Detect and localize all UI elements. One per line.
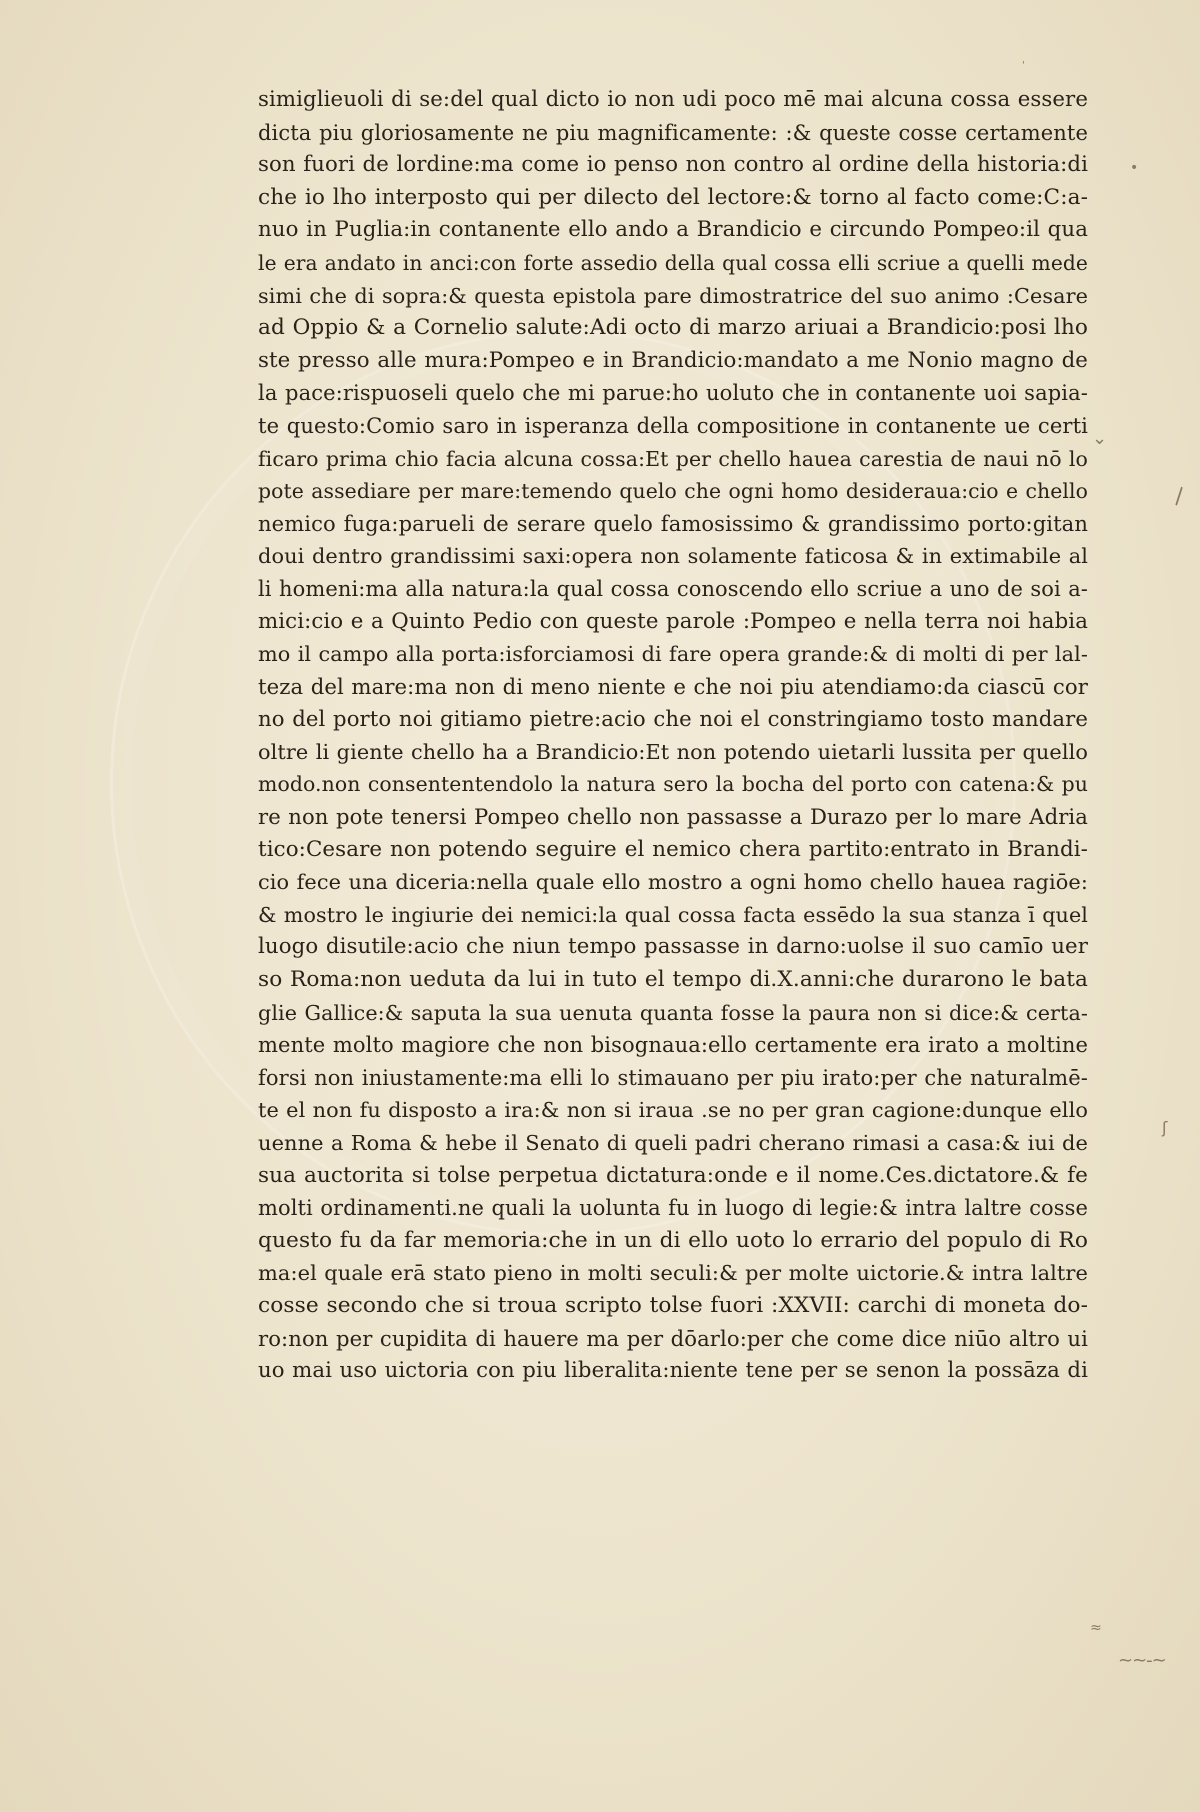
text-line: mente molto magiore che non bisognaua:ello certamente era irato a moltine [258,1032,1088,1058]
margin-speck: ~~-~ [1118,1650,1166,1671]
body-text [258,84,1088,1388]
margin-speck: • [1130,160,1139,176]
text-line: so Roma:non ueduta da lui in tuto el tempo di.X.anni:che durarono le bata [258,967,1088,993]
text-line: cio fece una diceria:nella quale ello mostro a ogni homo chello hauea ragiōe: [258,870,1088,895]
text-line: forsi non iniustamente:ma elli lo stimauano per piu irato:per che naturalmē- [258,1064,1088,1090]
text-line: questo fu da far memoria:che in un di ello uoto lo errario del populo di Ro [258,1227,1088,1253]
text-line: luogo disutile:acio che niun tempo passasse in darno:uolse il suo camīo uer [258,934,1088,960]
text-line: ad Oppio & a Cornelio salute:Adi octo di marzo ariuai a Brandicio:posi lho [258,315,1088,341]
text-line: sua auctorita si tolse perpetua dictatura:onde e il nome.Ces.dictatore.& fe [258,1162,1088,1188]
text-line: glie Gallice:& saputa la sua uenuta quanta fosse la paura non si dice:& certa- [258,1000,1088,1025]
text-line: le era andato in anci:con forte assedio della qual cossa elli scriue a quelli mede [258,250,1088,275]
text-line: modo.non consententendolo la natura sero la bocha del porto con catena:& pu [258,772,1088,797]
text-line: no del porto noi gitiamo pietre:acio che noi el constringiamo tosto mandare [258,706,1088,732]
text-line: re non pote tenersi Pompeo chello non passasse a Durazo per lo mare Adria [258,804,1088,830]
text-line: li homeni:ma alla natura:la qual cossa conoscendo ello scriue a uno de soi a- [258,576,1088,601]
text-line: oltre li giente chello ha a Brandicio:Et non potendo uietarli lussita per quello [258,739,1088,764]
text-line: teza del mare:ma non di meno niente e che noi piu atendiamo:da ciascū cor [258,673,1088,699]
text-line: ro:non per cupidita di hauere ma per dōarlo:per che come dice niūo altro ui [258,1325,1088,1351]
text-line: & mostro le ingiurie dei nemici:la qual cossa facta essēdo la sua stanza ī quel [258,902,1088,927]
margin-speck: ' [1022,60,1025,71]
text-line: dicta piu gloriosamente ne piu magnificamente: :& queste cosse certamente [258,120,1088,145]
text-line: mo il campo alla porta:isforciamosi di fare opera grande:& di molti di per lal- [258,642,1088,667]
text-line: cosse secondo che si troua scripto tolse fuori :XXVII: carchi di moneta do- [258,1292,1088,1318]
text-line: la pace:rispuoseli quelo che mi parue:ho uoluto che in contanente uoi sapia- [258,380,1088,406]
text-line: uenne a Roma & hebe il Senato di queli padri cherano rimasi a casa:& iui de [258,1131,1088,1155]
text-line: uo mai uso uictoria con piu liberalita:niente tene per se senon la possāza di [258,1358,1088,1384]
text-line: ma:el quale erā stato pieno in molti seculi:& per molte uictorie.& intra laltre [258,1261,1088,1286]
text-line: che io lho interposto qui per dilecto del lectore:& torno al facto come:C:a- [258,184,1088,210]
margin-speck: ≈ [1090,1620,1102,1636]
text-line: molti ordinamenti.ne quali la uolunta fu in luogo di legie:& intra laltre cosse [258,1196,1088,1221]
text-line: simiglieuoli di se:del qual dicto io non udi poco mē mai alcuna cossa essere [258,87,1088,112]
text-line: nemico fuga:parueli de serare quelo famosissimo & grandissimo porto:gitan [258,510,1088,536]
text-line: nuo in Puglia:in contanente ello ando a Brandicio e circundo Pompeo:il qua [258,217,1088,243]
text-line: ste presso alle mura:Pompeo e in Brandicio:mandato a me Nonio magno de [258,347,1088,373]
text-line: te el non fu disposto a ira:& non si iraua .se no per gran cagione:dunque ello [258,1098,1088,1123]
text-line: son fuori de lordine:ma come io penso non contro al ordine della historia:di [258,152,1088,178]
text-line: simi che di sopra:& questa epistola pare dimostratrice del suo animo :Cesare [258,283,1088,308]
text-line: te questo:Comio saro in isperanza della compositione in contanente ue certi [258,412,1088,438]
text-line: doui dentro grandissimi saxi:opera non solamente faticosa & in extimabile al [258,544,1088,569]
text-line: pote assediare per mare:temendo quelo che ogni homo desideraua:cio e chello [258,479,1088,504]
margin-speck: ⌄ [1092,428,1108,449]
text-line: ficaro prima chio facia alcuna cossa:Et per chello hauea carestia de naui nō lo [258,446,1088,471]
text-line: mici:cio e a Quinto Pedio con queste parole :Pompeo e nella terra noi habia [258,608,1088,634]
text-line: tico:Cesare non potendo seguire el nemico chera partito:entrato in Brandi- [258,836,1088,862]
margin-speck: ʃ [1162,1118,1168,1137]
margin-speck: \ [1168,484,1189,509]
